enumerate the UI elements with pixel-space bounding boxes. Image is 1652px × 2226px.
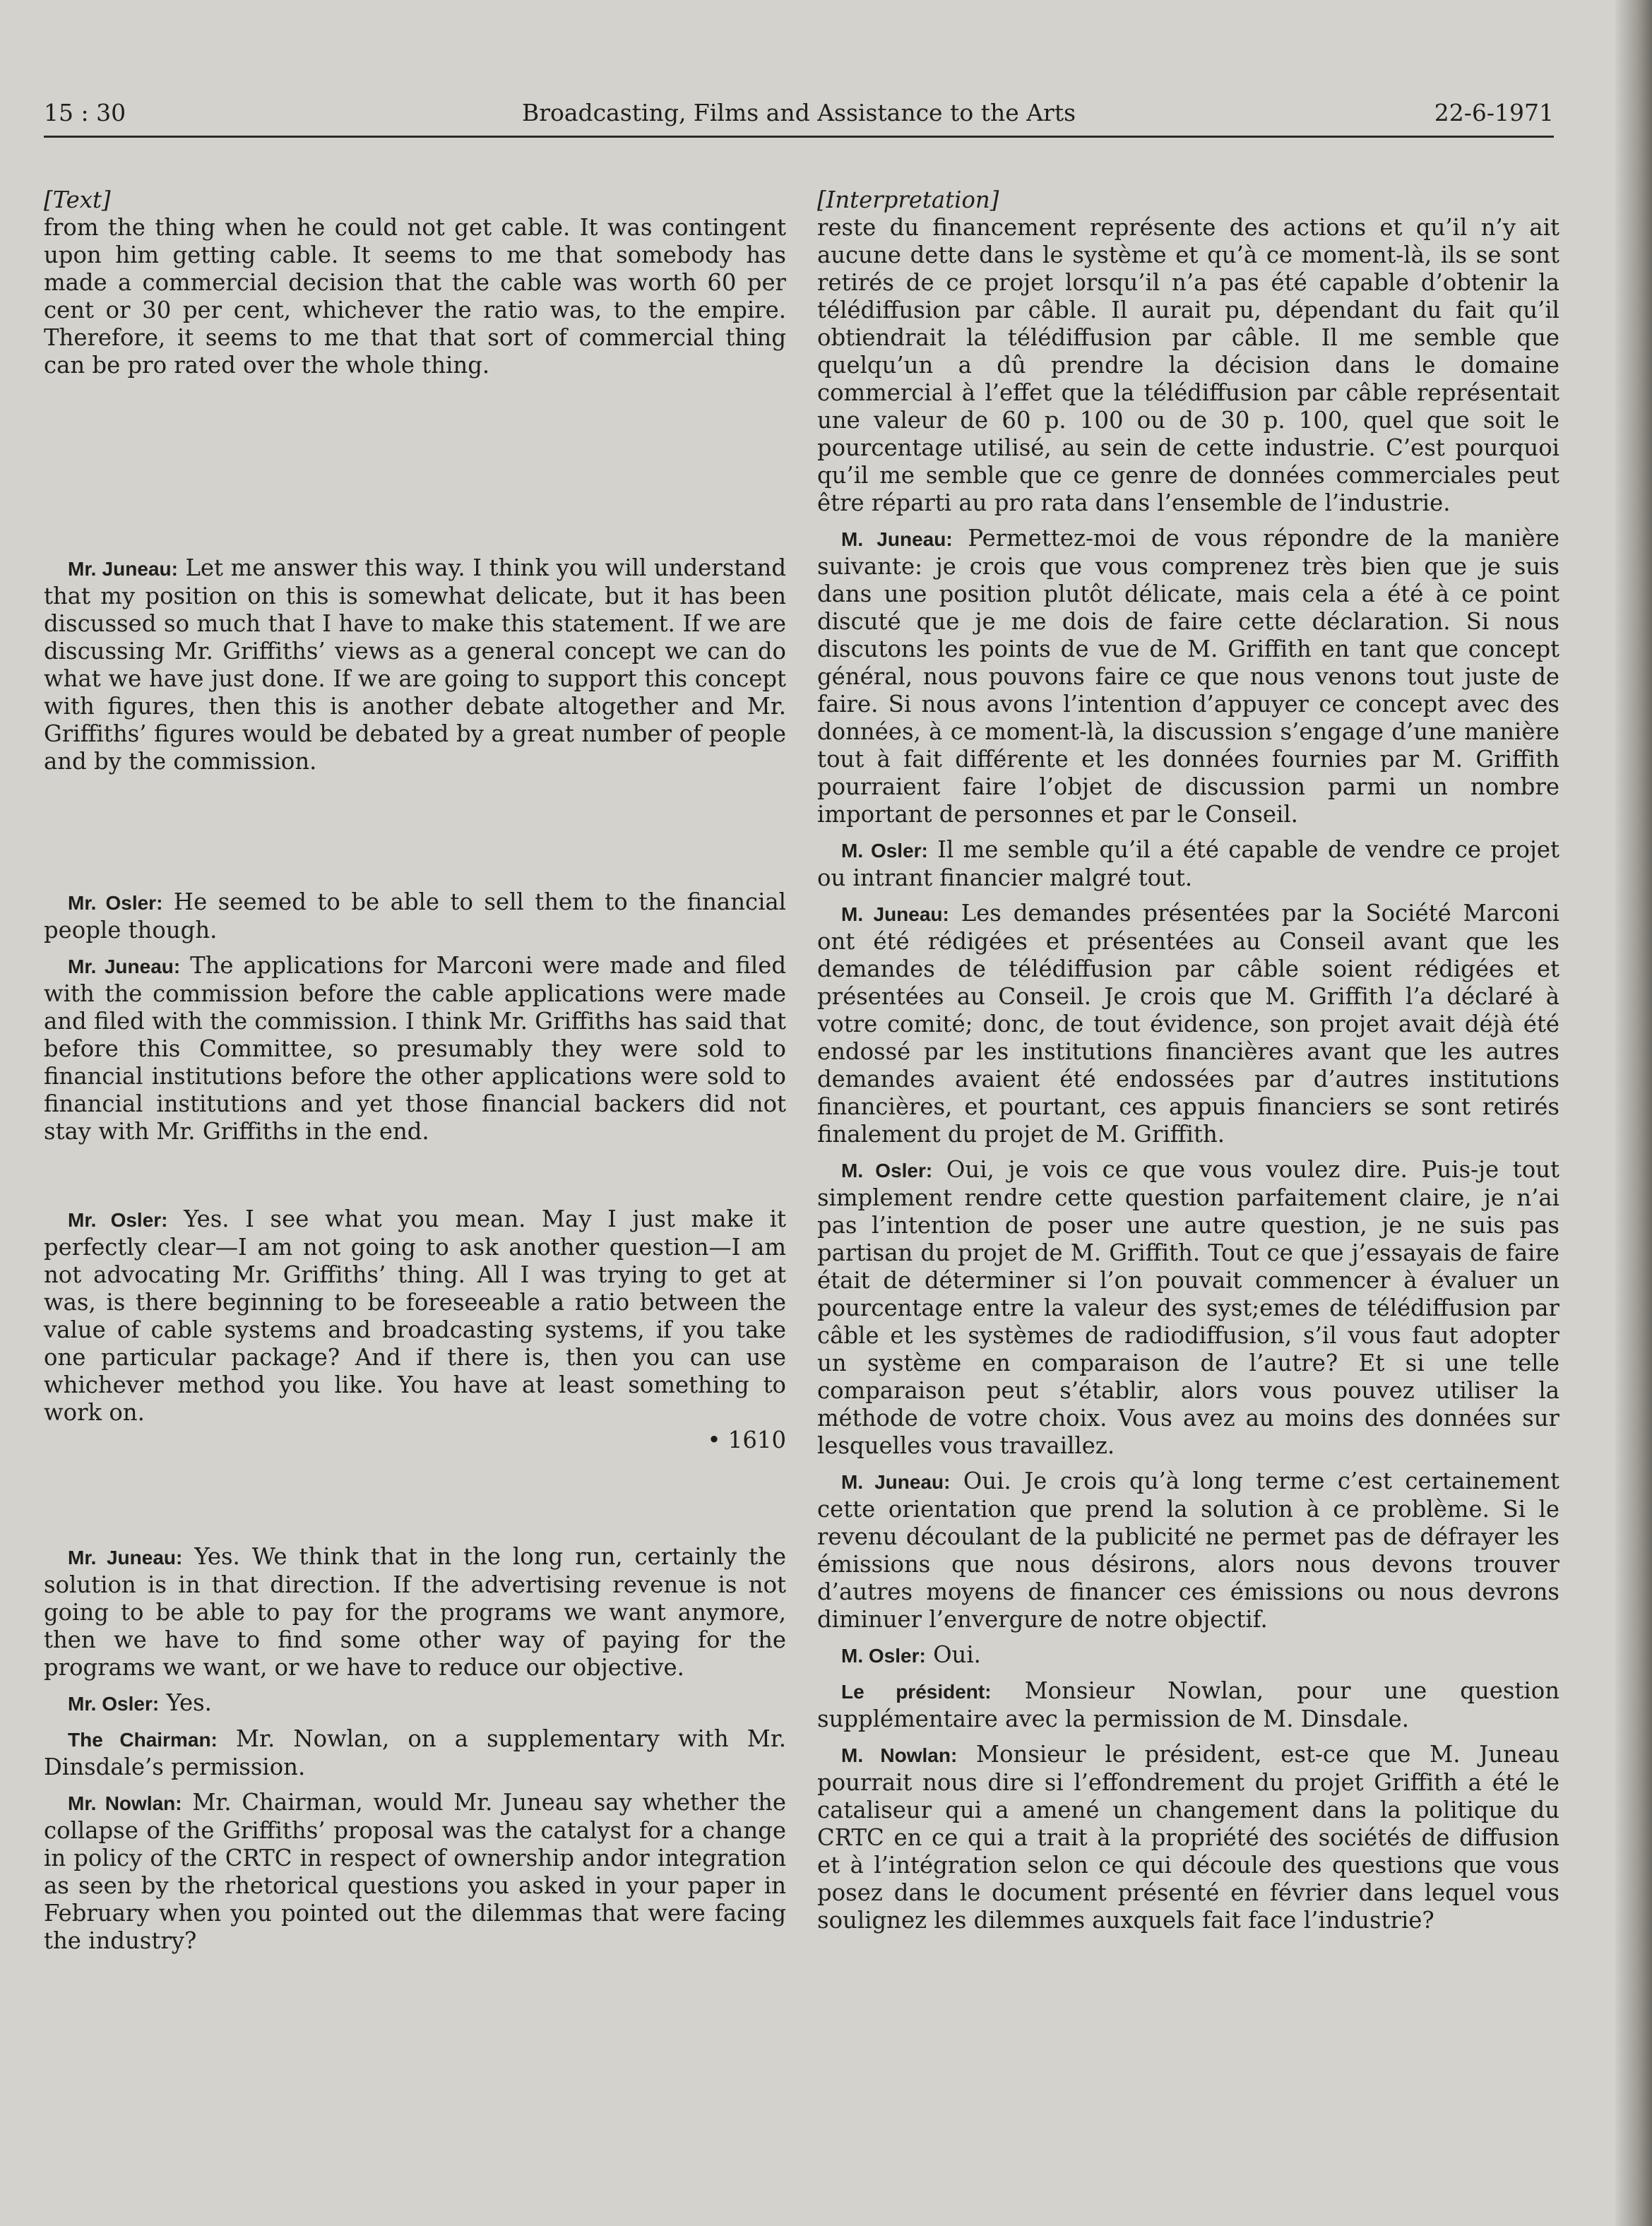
paragraph: reste du financement représente des actions et qu’il n’y ait aucune dette dans le système et qu’à ce moment-là, ils se sont retirés de ce projet lorsqu’il n’a pas été capable d’obtenir la télédiffusion par câble. Il aurait pu, dépendant du fait qu’il obtiendrait la télédiffusion par câble. Il me semble que quelqu’un a dû prendre la décision dans le domaine commercial à l’effet que la télédiffusion par câble représentait une valeur de 60 p. 100 ou de 30 p. 100, quel que soit le pourcentage utilisé, au sein de cette industrie. C’est pourquoi qu’il me semble que ce genre de données commerciales peut être réparti au pro rata dans l’ensemble de l’industrie. [817, 214, 1559, 516]
speech-text: Yes. [159, 1689, 212, 1716]
speaker-name: M. Osler: [841, 1160, 933, 1182]
left-block-5 [44, 1543, 786, 1955]
speech-paragraph [44, 952, 786, 1145]
paragraph: from the thing when he could not get cable. It was contingent upon him getting cable. It seems to me that somebody has made a commercial decision that the cable was worth 60 per cent or 30 per cent, whichever the ratio was, to the empire. Therefore, it seems to me that that sort of commercial thing can be pro rated over the whole thing. [44, 214, 786, 379]
speech-paragraph [44, 1725, 786, 1781]
speaker-name: Mr. Juneau: [68, 956, 181, 977]
speaker-name: Mr. Osler: [68, 1209, 168, 1231]
speech-text: He seemed to be able to sell them to the financial people though. [44, 888, 786, 944]
speech-text: Oui, je vois ce que vous voulez dire. Puis-je tout simplement rendre cette question parfaitement claire, je n’ai pas l’intention de poser une autre question, je ne suis pas partisan du projet de M. Griffith. Tout ce que j’essayais de faire était de déterminer si l’on pouvait commencer à évaluer un pourcentage entre la valeur des syst;emes de télédiffusion par câble et les systèmes de radiodiffusion, s’il vous faut adopter un système en comparaison de l’autre? Et si une telle comparaison peut s’établir, alors vous pouvez utiliser la méthode de votre choix. Vous avez au moins des données sur lesquelles vous travaillez. [817, 1156, 1559, 1459]
speech-text: Les demandes présentées par la Société Marconi ont été rédigées et présentées au Conseil avant que les demandes de télédiffusion par câble soient rédigées et présentées au Conseil. Je crois que M. Griffith l’a déclaré à votre comité; donc, de tout évidence, son projet avait déjà été endossé par les institutions financières avant que les autres demandes avaient été endossées par d’autres institutions financières, et pourtant, ces appuis financiers se sont retirés finalement du projet de M. Griffith. [817, 900, 1559, 1148]
speech-text: The applications for Marconi were made and filed with the commission before the cable applications were made and filed with the commission. I think Mr. Griffiths has said that before this Committee, so presumably they were sold to financial institutions before the other applications were sold to financial institutions and yet those financial backers did not stay with Mr. Griffiths in the end. [44, 952, 786, 1145]
speaker-name: M. Juneau: [841, 1471, 951, 1493]
speech-text: Il me semble qu’il a été capable de vendre ce projet ou intrant financier malgré tout. [817, 836, 1559, 891]
speaker-name: Mr. Juneau: [68, 1547, 183, 1569]
speech-paragraph [817, 1156, 1559, 1460]
speaker-name: The Chairman: [68, 1729, 218, 1751]
speaker-name: M. Juneau: [841, 903, 949, 925]
speech-paragraph [817, 900, 1559, 1148]
speech-paragraph [44, 1543, 786, 1682]
speech-text: Monsieur le président, est-ce que M. Juneau pourrait nous dire si l’effondrement du projet Griffith a été le cataliseur qui a amené un changement dans la politique du CRTC en ce qui a trait à la propriété des sociétés de diffusion et à l’intégration selon ce qui découle des questions que vous posez dans le document présenté en février dans lequel vous soulignez les dilemmes auxquels fait face l’industrie? [817, 1741, 1559, 1934]
page-edge-shadow [1615, 0, 1652, 2226]
speaker-name: M. Juneau: [841, 528, 953, 550]
speech-text: Let me answer this way. I think you will understand that my position on this is somewhat delicate, but it has been discussed so much that I have to make this statement. If we are discussing Mr. Griffiths’ views as a general concept we can do what we have just done. If we are going to support this concept with figures, then this is another debate altogether and Mr. Griffiths’ figures would be debated by a great number of people and by the commission. [44, 554, 787, 775]
speech-paragraph [817, 1677, 1559, 1733]
time-marker: • 1610 [707, 1427, 786, 1453]
speech-paragraph [44, 554, 786, 775]
speech-text: Mr. Nowlan, on a supplementary with Mr. Dinsdale’s permission. [44, 1725, 786, 1780]
speaker-name: Mr. Nowlan: [68, 1792, 182, 1814]
speech-text: Monsieur Nowlan, pour une question supplémentaire avec la permission de M. Dinsdale. [817, 1677, 1559, 1732]
speech-paragraph [44, 1789, 786, 1955]
speech-text: Mr. Chairman, would Mr. Juneau say whether the collapse of the Griffiths’ proposal was the catalyst for a change in policy of the CRTC in respect of ownership andor integration as seen by the rhetorical questions you asked in your paper in February when you pointed out the dilemmas that were facing the industry? [44, 1789, 786, 1954]
left-block-2 [44, 554, 786, 775]
speech-text: Oui. [925, 1641, 981, 1668]
speech-paragraph [44, 888, 786, 944]
speaker-name: Mr. Osler: [68, 892, 163, 914]
left-block-3 [44, 888, 786, 1145]
running-header [44, 99, 1554, 138]
column-label-interpretation: [Interpretation] [817, 186, 999, 213]
column-label-text: [Text] [44, 186, 111, 213]
speaker-name: M. Osler: [841, 840, 928, 862]
speech-paragraph [44, 1206, 786, 1427]
speech-paragraph [817, 525, 1559, 828]
speech-paragraph [817, 1468, 1559, 1633]
right-block-1 [817, 186, 1559, 1934]
running-title: Broadcasting, Films and Assistance to the Arts [521, 99, 1076, 126]
left-block-1 [44, 186, 786, 379]
speech-text: Yes. We think that in the long run, certainly the solution is in that direction. If the advertising revenue is not going to be able to pay for the programs we want anymore, then we have to find some other way of paying for the programs we want, or we have to reduce our objective. [44, 1543, 786, 1681]
speech-paragraph [817, 1741, 1559, 1934]
speaker-name: Le président: [841, 1681, 992, 1703]
speaker-name: Mr. Juneau: [68, 558, 178, 580]
left-block-4 [44, 1206, 786, 1454]
speech-paragraph [817, 836, 1559, 892]
speaker-name: Mr. Osler: [68, 1693, 160, 1715]
speech-paragraph [44, 1689, 786, 1718]
speech-paragraph [817, 1641, 1559, 1670]
page-number: 15 : 30 [44, 99, 126, 126]
header-date: 22-6-1971 [1434, 99, 1554, 126]
speaker-name: M. Nowlan: [841, 1744, 958, 1766]
speech-text: Permettez-moi de vous répondre de la manière suivante: je crois que vous comprenez très bien que je suis dans une position plutôt délicate, mais cela a été à ce point discuté que je me dois de faire cette déclaration. Si nous discutons les points de vue de M. Griffith en tant que concept général, nous pouvons faire ce que nous venons tout juste de faire. Si nous avons l’intention d’appuyer ce concept avec des données, à ce moment-là, la discussion s’engage d’une manière tout à fait différente et les données fournies par M. Griffith pourraient faire l’objet de discussion parmi un nombre important de personnes et par le Conseil. [817, 525, 1559, 828]
speech-text: Yes. I see what you mean. May I just make it perfectly clear—I am not going to ask another question—I am not advocating Mr. Griffiths’ thing. All I was trying to get at was, is there beginning to be foreseeable a ratio between the value of cable systems and broadcasting systems, if you take one particular package? And if there is, then you can use whichever method you like. You have at least something to work on. [44, 1206, 786, 1426]
speaker-name: M. Osler: [841, 1645, 926, 1667]
speech-text: Oui. Je crois qu’à long terme c’est certainement cette orientation que prend la solution à ce problème. Si le revenu découlant de la publicité ne permet pas de défrayer les émissions que nous désirons, alors nous devons trouver d’autres moyens de financer ces émissions ou nous devrons diminuer l’envergure de notre objectif. [817, 1468, 1560, 1633]
